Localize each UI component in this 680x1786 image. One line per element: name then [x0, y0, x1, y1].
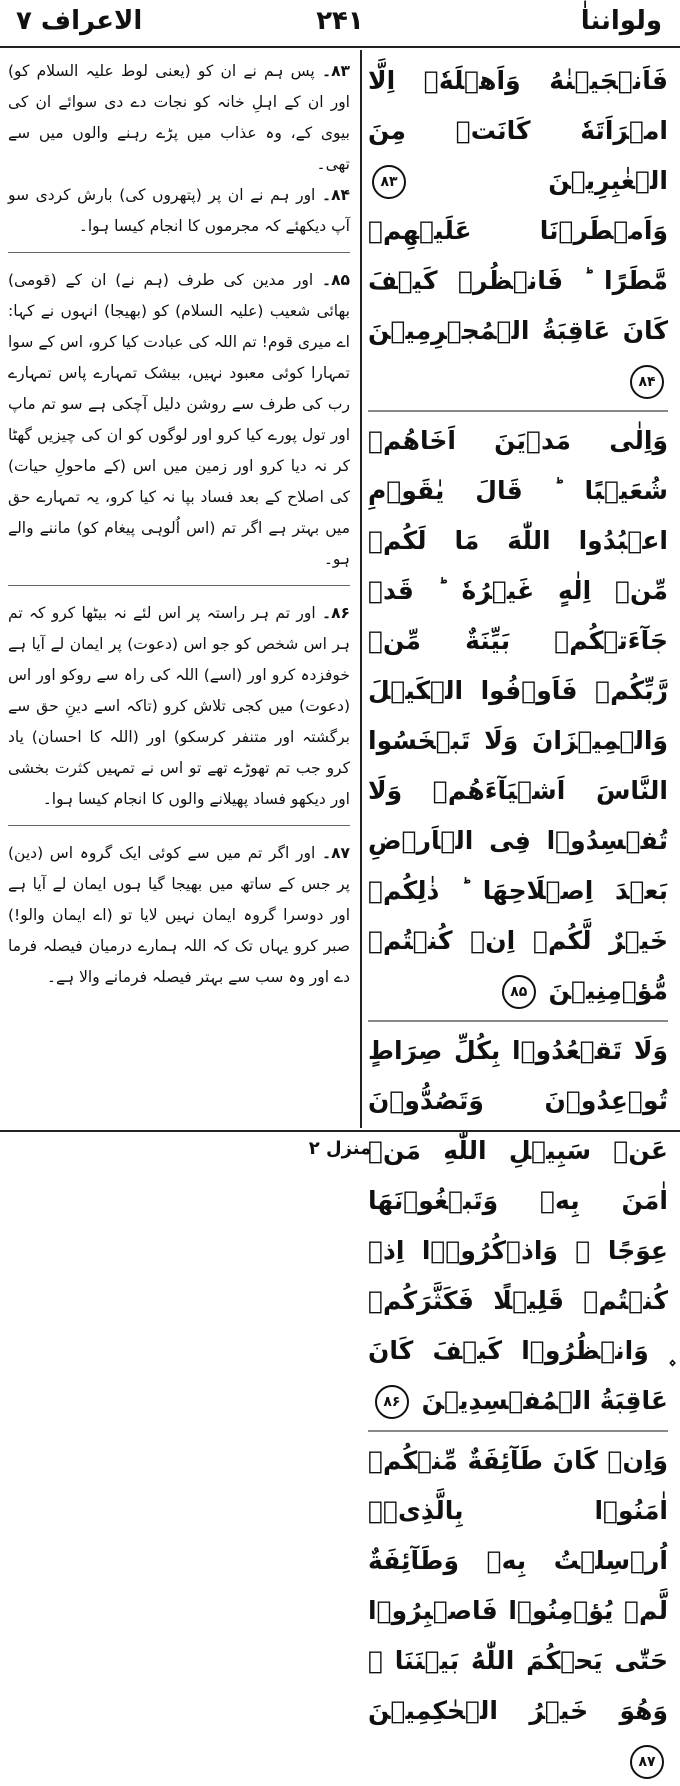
ayah-83-text: فَاَنۡجَیۡنٰهُ وَاَهۡلَهٗۤ اِلَّا امۡرَاَتَهٗ كَانَتۡ مِنَ الۡغٰبِرِیۡنَ: [368, 66, 668, 195]
surah-name: الاعراف ۷: [16, 6, 143, 36]
translation-divider: [8, 825, 350, 826]
para-name: ولوانناٰ: [580, 6, 662, 36]
arabic-text-column: [368, 56, 668, 1770]
page-number: ۲۴۱: [316, 6, 364, 36]
translation-84-number: ۸۴۔: [321, 186, 350, 204]
translation-87-number: ۸۷۔: [321, 844, 350, 862]
translation-83: [8, 56, 350, 180]
translation-84-text: اور ہم نے ان پر (پتھروں کی) بارش کردی سو آپ دیکھئے کہ مجرموں کا انجام کیسا ہوا۔: [8, 186, 350, 235]
translation-86-number: ۸۶۔: [321, 604, 350, 622]
ayah-84-text: وَاَمۡطَرۡنَا عَلَیۡهِمۡ مَّطَرًا ؕ فَانۡظُرۡ كَیۡفَ كَانَ عَاقِبَةُ الۡمُجۡرِمِیۡنَ: [368, 216, 668, 345]
translation-83-number: ۸۳۔: [321, 62, 350, 80]
translation-divider: [8, 585, 350, 586]
ayah-87-text: وَاِنۡ كَانَ طَآئِفَةٌ مِّنۡكُمۡ اٰمَنُوۡا بِالَّذِیۡۤ اُرۡسِلۡتُ بِهٖ وَطَآئِفَةٌ لَّمۡ یُؤۡمِنُوۡا فَاصۡبِرُوۡا حَتّٰی یَحۡكُمَ اللّٰهُ بَیۡنَنَا ۚ وَهُوَ خَیۡرُ الۡحٰكِمِیۡنَ: [368, 1446, 668, 1725]
arabic-section-divider: [368, 1430, 668, 1432]
ayah-83-marker: ۸۳: [372, 165, 406, 199]
translation-87-text: اور اگر تم میں سے کوئی ایک گروہ اس (دین) پر جس کے ساتھ میں بھیجا گیا ہوں ایمان لے آیا ہے اور دوسرا گروہ ایمان نہیں لایا تو (اے ایمان والو!) صبر کرو یہاں تک کہ اللہ ہمارے درمیان فیصلہ فرما دے اور وہ سب سے بہتر فیصلہ فرمانے والا ہے۔: [8, 844, 350, 986]
translation-divider: [8, 252, 350, 253]
arabic-section-divider: [368, 1020, 668, 1022]
translation-84: [8, 180, 350, 242]
header-divider: [0, 46, 680, 48]
translation-85-number: ۸۵۔: [321, 271, 350, 289]
translation-86: [8, 598, 350, 815]
footer-divider: [0, 1130, 680, 1132]
page-header: [0, 0, 680, 52]
manzil-label: منزل ۲: [308, 1138, 372, 1159]
ayah-85-text: وَاِلٰی مَدۡیَنَ اَخَاهُمۡ شُعَیۡبًا ؕ قَالَ یٰقَوۡمِ اعۡبُدُوا اللّٰهَ مَا لَكُمۡ مِّنۡ اِلٰهٍ غَیۡرُهٗ ؕ قَدۡ جَآءَتۡكُمۡ بَیِّنَةٌ مِّنۡ رَّبِّكُمۡ فَاَوۡفُوا الۡكَیۡلَ وَالۡمِیۡزَانَ وَلَا تَبۡخَسُوا النَّاسَ اَشۡیَآءَهُمۡ وَلَا تُفۡسِدُوۡا فِی الۡاَرۡضِ بَعۡدَ اِصۡلَاحِهَا ؕ ذٰلِكُمۡ خَیۡرٌ لَّكُمۡ اِنۡ كُنۡتُمۡ مُّؤۡمِنِیۡنَ: [368, 426, 668, 1005]
translation-83-text: پس ہم نے ان کو (یعنی لوط علیہ السلام کو) اور ان کے اہلِ خانہ کو نجات دے دی سوائے ان کی بیوی کے، وہ عذاب میں پڑے رہنے والوں میں سے تھی۔: [8, 62, 350, 173]
translation-87: [8, 838, 350, 993]
ayah-87-marker: ۸۷: [630, 1745, 664, 1779]
translation-85: [8, 265, 350, 575]
ayah-84-marker: ۸۴: [630, 365, 664, 399]
column-divider: [360, 50, 362, 1128]
ayah-86-text: وَلَا تَقۡعُدُوۡا بِكُلِّ صِرَاطٍ تُوۡعِدُوۡنَ وَتَصُدُّوۡنَ عَنۡ سَبِیۡلِ اللّٰهِ مَنۡ اٰمَنَ بِهٖ وَتَبۡغُوۡنَهَا عِوَجًا ۚ وَاذۡكُرُوۡۤا اِذۡ كُنۡتُمۡ قَلِیۡلًا فَكَثَّرَكُمۡ ۪ وَانۡظُرُوۡا كَیۡفَ كَانَ عَاقِبَةُ الۡمُفۡسِدِیۡنَ: [368, 1036, 668, 1415]
urdu-translation-column: [8, 56, 350, 1124]
translation-85-text: اور مدین کی طرف (ہم نے) ان کے (قومی) بھائی شعیب (علیہ السلام) کو (بھیجا) انہوں نے کہا: اے میری قوم! تم اللہ کی عبادت کیا کرو، اس کے سوا تمہارا کوئی معبود نہیں، بیشک تمہارے پاس تمہارے رب کی طرف سے روشن دلیل آچکی ہے سو تم ماپ اور تول پورے کیا کرو اور لوگوں کو ان کی چیزیں گھٹا کر نہ دیا کرو اور زمین میں اس (کے ماحولِ حیات) کی اصلاح کے بعد فساد بپا نہ کیا کرو، یہ تمہارے حق میں بہتر ہے اگر تم (اس اُلوہی پیغام کو) ماننے والے ہو۔: [8, 271, 350, 568]
ayah-85-marker: ۸۵: [502, 975, 536, 1009]
translation-86-text: اور تم ہر راستہ پر اس لئے نہ بیٹھا کرو کہ تم ہر اس شخص کو جو اس (دعوت) پر ایمان لے آیا ہے خوفزدہ کرو اور (اسے) اللہ کی راہ سے روکو اور اس (دعوت) میں کجی تلاش کرو (تاکہ اسے دینِ حق سے برگشتہ اور متنفر کرسکو) اور (اللہ کا احسان) یاد کرو جب تم تھوڑے تھے تو اس نے تمہیں کثرت بخشی اور دیکھو فساد پھیلانے والوں کا انجام کیسا ہوا۔: [8, 604, 350, 808]
ayah-86-marker: ۸۶: [375, 1385, 409, 1419]
arabic-section-divider: [368, 410, 668, 412]
